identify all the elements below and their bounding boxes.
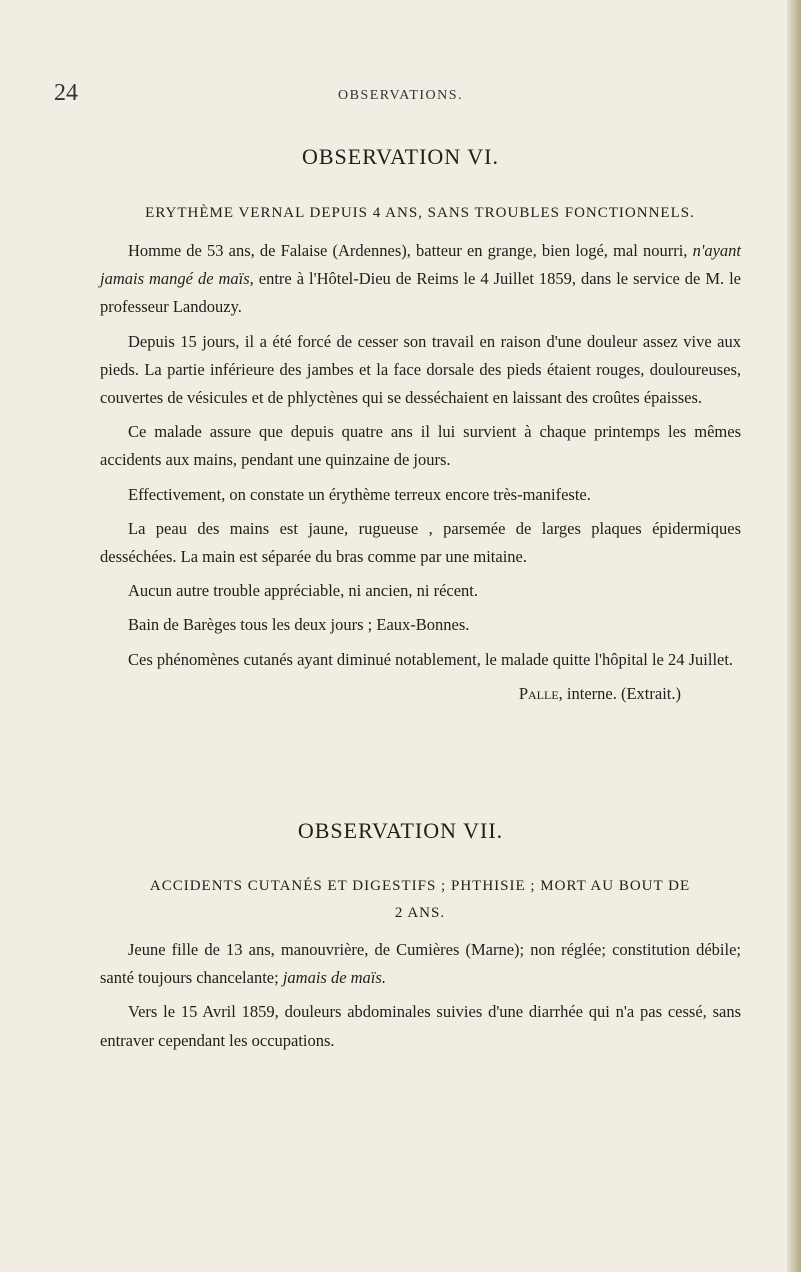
- signature-text: interne. (Extrait.): [562, 683, 681, 703]
- observation-vii-subtitle: [100, 873, 740, 927]
- paragraph: Aucun autre trouble appréciable, ni ancien, ni récent.: [128, 581, 479, 601]
- paragraph: [100, 936, 741, 992]
- paragraph: [100, 237, 741, 322]
- page-number: 24: [54, 80, 78, 106]
- italic-text: n'ayant jamais mangé de maïs,: [100, 241, 741, 289]
- paragraph: Vers le 15 Avril 1859, douleurs abdominales suivies d'une diarrhée qui n'a pas cessé, sans entraver cependant les occupations.: [100, 1002, 741, 1050]
- paragraph: La peau des mains est jaune, rugueuse , parsemée de larges plaques épidermiques desséchées. La main est séparée du bras comme par une mitaine.: [100, 518, 741, 567]
- observation-vi-body: [100, 237, 741, 708]
- paragraph-text: Homme de 53 ans, de Falaise (Ardennes), batteur en grange, bien logé, mal nourri,: [128, 241, 693, 260]
- observation-vi-subtitle: ERYTHÈME VERNAL DEPUIS 4 ANS, SANS TROUBLES FONCTIONNELS.: [145, 205, 695, 221]
- paragraph: Ces phénomènes cutanés ayant diminué notablement, le malade quitte l'hôpital le 24 Juillet.: [128, 649, 734, 669]
- paragraph: Effectivement, on constate un érythème terreux encore très-manifeste.: [128, 484, 591, 504]
- observation-vii-title: OBSERVATION VII.: [297, 818, 504, 843]
- signature: [100, 680, 741, 708]
- paragraph: Depuis 15 jours, il a été forcé de cesser son travail en raison d'une douleur assez vive aux pieds. La partie inférieure des jambes et la face dorsale des pieds étaient rouges, douloureuses, couvertes de vésicules et de phlyctènes qui se desséchaient en laissant des croûtes épaisses.: [100, 331, 741, 408]
- running-title: OBSERVATIONS.: [337, 88, 464, 103]
- subtitle-line: 2 ANS.: [394, 905, 446, 921]
- paragraph-text: entre à l'Hôtel-Dieu de Reims le 4 Juillet 1859, dans le service de M. le professeur Landouzy.: [100, 269, 741, 317]
- paragraph-text: Jeune fille de 13 ans, manouvrière, de Cumières (Marne); non réglée; constitution débile; santé toujours chancelante;: [100, 940, 741, 988]
- subtitle-line: ACCIDENTS CUTANÉS ET DIGESTIFS ; PHTHISIE ; MORT AU BOUT DE: [149, 878, 691, 894]
- running-head: [0, 80, 801, 110]
- observation-vii-body: [100, 936, 741, 1061]
- paragraph: Ce malade assure que depuis quatre ans il lui survient à chaque printemps les mêmes accidents aux mains, pendant une quinzaine de jours.: [100, 422, 741, 470]
- page-edge: [787, 0, 801, 1272]
- observation-vi-title: OBSERVATION VI.: [301, 144, 499, 169]
- italic-text: jamais de maïs.: [282, 968, 386, 988]
- paragraph: Bain de Barèges tous les deux jours ; Eaux-Bonnes.: [128, 615, 470, 635]
- signature-name: Palle,: [518, 683, 563, 703]
